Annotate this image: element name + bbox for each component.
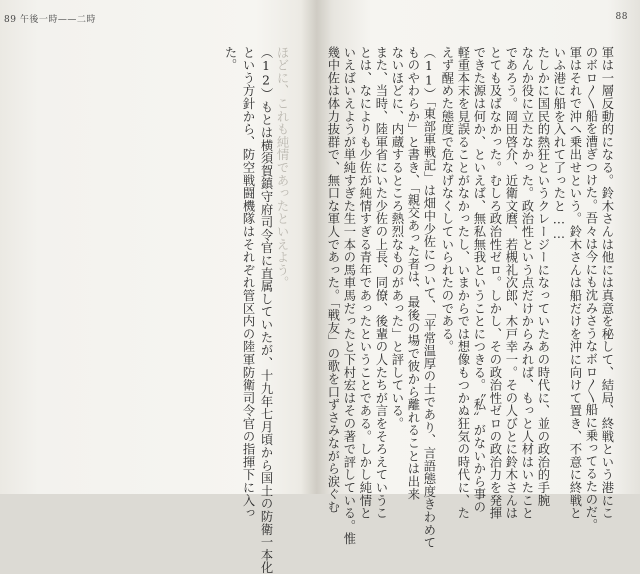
note-line: （11）「東部軍戦記」は畑中少佐について、「平常温厚の士であり、言語態度きわめて <box>421 46 436 550</box>
text-line: とても及ばなかった。むしろ政治性ゼロ。しかし、その政治性ゼロの政治力を発揮 <box>487 46 502 520</box>
text-line: いふ港に船を入れて了ったと…… <box>551 46 566 242</box>
text-line: 軽重本末を見誤ることがなかったし、いまからでは想像もつかぬ狂気の時代に、た <box>455 46 470 520</box>
note-line: ないほどに、内蔵するところ熱烈なものがあった」と評している。 <box>389 46 404 430</box>
text-line: 軍はそれで沖へ乗出せという。鈴木さんは船だけを沖に向けて置き、不意に終戦と <box>567 46 582 520</box>
left-page <box>0 0 316 574</box>
text-line: のボロ〳〵船を漕ぎつけた。吾々は今にも沈みさうなボロ〳〵船に乗ってるたのだ。 <box>583 46 598 532</box>
text-line: 軍は一層反動的になる。鈴木さんは他には真意を秘して、結局、終戦という港にこ <box>599 46 614 520</box>
right-folio: 88 <box>615 12 628 22</box>
ghost-line: ほどに、これも純情であったといえよう。 <box>275 46 289 290</box>
left-folio: 89 午後一時——二時 <box>4 15 96 25</box>
note-line: また、当時、陸軍省にいた少佐の上長、同僚、後輩の人たちが言をそろえていうこ <box>373 46 388 520</box>
text-line: という方針から、防空戦闘機隊はそれぞれ管区内の陸軍防衛司令官の指揮下に入っ <box>241 46 255 520</box>
note-line: いえばいえようが単純すぎた生一本の馬車馬だったと下村宏はその著で評している。惟 <box>341 46 356 546</box>
text-line: たしかに国民的熱狂というクレージーになっていたあの時代に、並の政治的手腕 <box>535 46 550 507</box>
right-page <box>316 0 640 550</box>
text-line: （12）もとは横須賀鎮守府司令官に直属していたが、十九年七月頃から国土の防衛一本化 <box>259 46 273 574</box>
text-line: できた源は何か、といえば、無私無我ということにつきる。〝私〟がないから事の <box>471 46 486 514</box>
text-line: えず醒めた態度で危なげなくしていられたのである。 <box>439 46 454 354</box>
text-line: であろう。岡田啓介、近衛文麿、若槻礼次郎、木戸幸一。その人びとに鈴木さんは <box>503 46 518 520</box>
text-line: た。 <box>223 46 237 72</box>
note-line: ものやわらか」と書き、「親交あった者は、最後の場で彼から離れることは出来 <box>405 46 420 501</box>
note-line: とは、なによりも少佐が純情すぎる青年であったということである。しかし純情と <box>357 46 372 520</box>
text-line: なんか役に立たなかった。政治性という点だけからみれば、もっと人材はいたこと <box>519 46 534 520</box>
note-line: 幾中佐は体力抜群で、無口な軍人であった。「戦友」の歌を口ずさみながら涙ぐむ <box>325 46 340 514</box>
